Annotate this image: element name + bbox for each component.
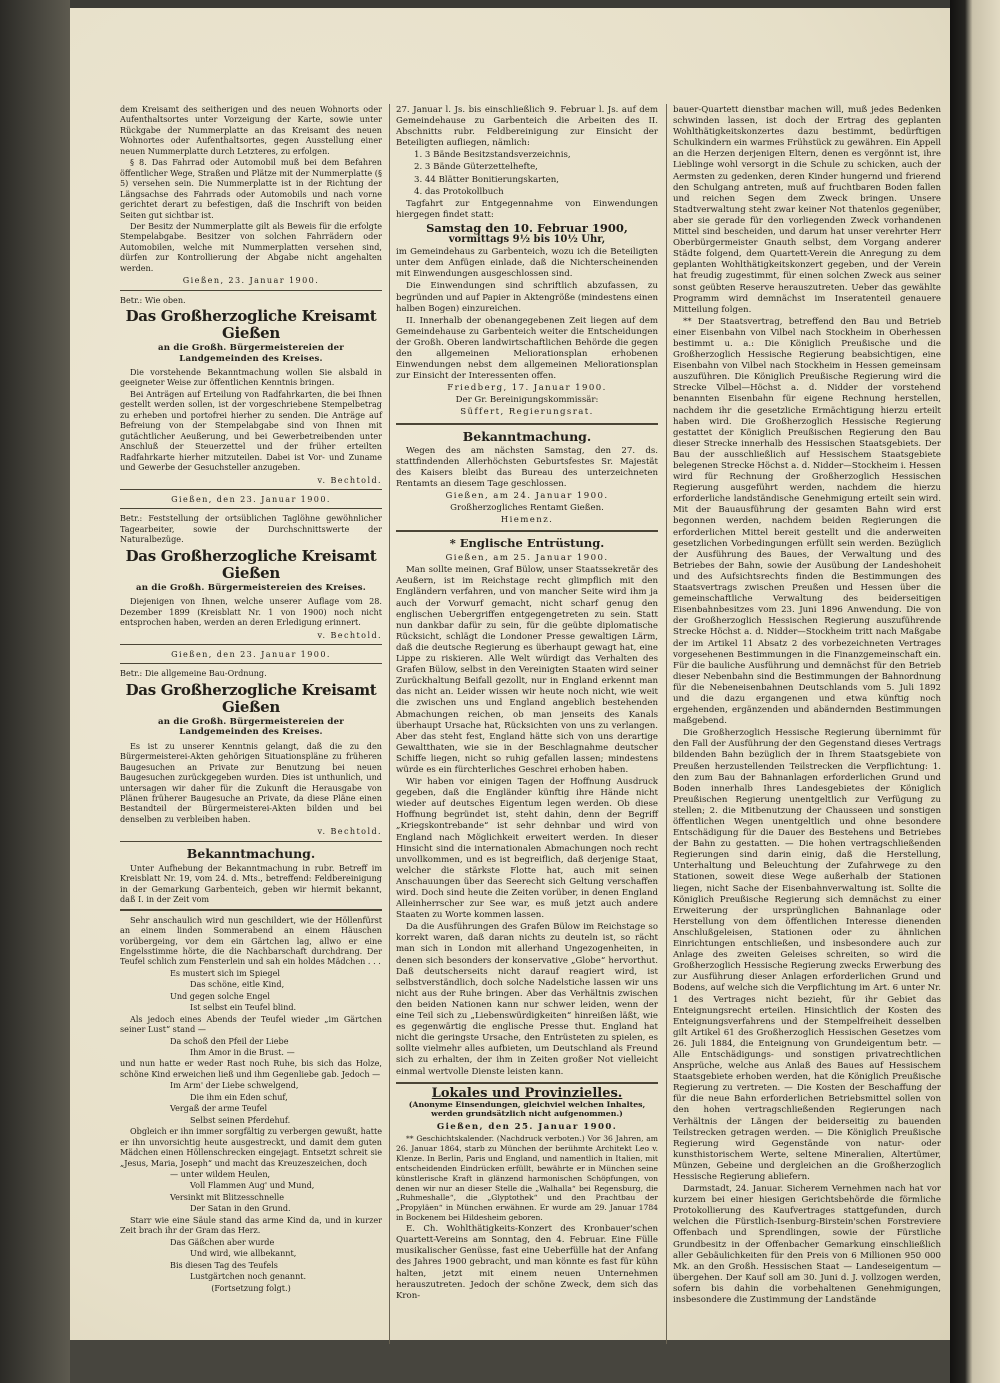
poem-line: Im Arm' der Liebe schwelgend, <box>170 1080 299 1091</box>
poem-line: Lustgärtchen noch genannt. <box>190 1271 307 1282</box>
paragraph: Unter Aufhebung der Bekanntmachung in rubr. Betreff im Kreisblatt Nr. 19, vom 24. d. Mts., betreffend: Feldbereinigung in der Gemarkung Garbenteich, geben wir hiermit bekannt, daß I. in der Zeit vom <box>120 862 382 905</box>
poem-line: Die ihm ein Eden schuf, <box>190 1091 288 1102</box>
poem-line: Das schöne, eitle Kind, <box>190 979 285 990</box>
appointment-time: vormittags 9½ bis 10½ Uhr, <box>448 234 606 246</box>
subject-line: Betr.: Die allgemeine Bau-Ordnung. <box>120 668 267 679</box>
signature: v. Bechtold. <box>317 629 382 640</box>
poem-line: Selbst seinen Pferdehuf. <box>190 1114 291 1125</box>
signature: Süffert, Regierungsrat. <box>460 407 594 418</box>
divider <box>396 423 658 425</box>
paragraph: E. Ch. Wohlthätigkeits-Konzert des Kronbauer'schen Quartett-Vereins am Sonntag, den 4. Februar. Eine Fülle musikalischer Genüsse, fast eine Ueberfülle hat der Anfang des Jahres 1900 gebracht, und man könnte es fast für kühn halten, jetzt mit einem neuen Unternehmen herauszutreten. Jedoch der schöne Zweck, dem sich das Kron- <box>396 1224 658 1301</box>
paragraph: Die Großherzoglich Hessische Regierung übernimmt für den Fall der Ausführung der den Gegenstand dieses Vertrags bildenden Bahn bezüglich der in Ihrem Staatsgebiete von Preußen herzustellenden Teilstrecken die Verpflichtung: 1. den zum Bau der Bahnanlagen erforderlichen Grund und Boden innerhalb Ihres Landesgebietes der Königlich Preußischen Regierung unentgeltlich zur Verfügung zu stellen; 2. die Mitbenutzung der Chausseen und sonstigen öffentlichen Wegen unentgeltlich und ohne besondere Entschädigung für die Dauer des Bestehens und Betriebes der Bahn zu gestatten. — Die hohen vertragschließenden Regierungen sind darin einig, daß die Herstellung, Unterhaltung und Beleuchtung der Zufahrwege zu den Stationen, soweit diese Wege außerhalb der Stationen liegen, nicht Sache der Eisenbahnverwaltung ist. Sollte die Königlich Preußische Regierung sich demnächst zu einer Erweiterung der ursprünglichen Bahnanlage oder Herstellung von dem öffentlichen Interesse dienenden Anschlußgeleisen, Stationen oder zu ähnlichen Einrichtungen entschließen, und insbesondere auch zur Anlage des zweiten Geleises schreiten, so wird die Großherzoglich Hessische Regierung zwecks Erwerbung des zur Ausführung dieser Anlagen erforderlichen Grund und Bodens, auf welche sich die Verpflichtung im Art. 6 unter Nr. 1 des Vertrages nicht bezieht, für ihr Gebiet das Enteignungsrecht erteilen. Hinsichtlich der Kosten des Enteignungsverfahrens und der Stempelfreiheit desselben gilt Artikel 61 des Großherzoglich Hessischen Gesetzes vom 26. Juli 1884, die Enteignung von Grundeigentum betr. — Alle Entschädigungs- und sonstigen privatrechtlichen Ansprüche, welche aus Anlaß des Baues auf Hessischem Staatsgebiete erhoben werden, hat die Königlich Preußische Regierung zu vertreten. — Die Kosten der Beschaffung der für die neue Bahn erforderlichen Betriebsmittel sollen von den hohen vertragschließenden Regierungen nach Verhältnis der Längen der beiderseitig zu bauenden Teilstrecken getragen werden. — Die Königlich Preußische Regierung wird Gegenstände von natur- oder kunsthistorischem Werte, seltene Mineralien, Altertümer, Münzen, Gebeine und dergleichen an die Großherzoglich Hessische Regierung abliefern. <box>673 728 941 1182</box>
story-paragraph: Als jedoch eines Abends der Teufel wieder „im Gärtchen seiner Lust“ stand — <box>120 1013 382 1035</box>
paragraph: Die Einwendungen sind schriftlich abzufassen, zu begründen und auf Papier in Aktengröße (mindestens einen halben Bogen) einzureichen. <box>396 281 658 314</box>
paragraph: 27. Januar l. Js. bis einschließlich 9. Februar l. Js. auf dem Gemeindehause zu Garbenteich die Arbeiten des II. Abschnitts rubr. Feldbereinigung zur Einsicht der Beteiligten aufliegen, nämlich: <box>396 105 658 149</box>
paragraph: Diejenigen von Ihnen, welche unserer Auflage vom 28. Dezember 1899 (Kreisblatt Nr. 1 von 1900) noch nicht entsprochen haben, werden an deren Erledigung erinnert. <box>120 596 382 628</box>
poem-line: Versinkt mit Blitzesschnelle <box>170 1191 284 1202</box>
paragraph: Darmstadt, 24. Januar. Sicherem Vernehmen nach hat vor kurzem bei einer hiesigen Gerichtsbehörde die förmliche Protokollierung des Kaufvertrages stattgefunden, durch welchen die Fürstlich-Isenburg-Birstein'schen Forstreviere Offenbach und Sprendlingen, sowie der Fürstliche Grundbesitz in der Offenbacher Gemarkung einschließlich aller Gebäulichkeiten für den Preis von 6 Millionen 950 000 Mk. an den Großh. Hessischen Staat — Landeseigentum — übergehen. Der Kauf soll am 30. Juni d. J. vollzogen werden, sofern bis dahin die vorbehaltenen Genehmigungen, insbesondere die Zustimmung der Landstände <box>673 1184 941 1306</box>
divider <box>120 489 382 490</box>
story-paragraph: Starr wie eine Säule stand das arme Kind da, und in kurzer Zeit brach ihr der Gram das Herz. <box>120 1214 382 1236</box>
notice-subheading: an die Großh. Bürgermeistereien des Kreises. <box>136 582 366 593</box>
notice-heading: Das Großherzogliche Kreisamt Gießen <box>125 680 377 716</box>
list-item: 1. 3 Bände Besitzstandsverzeichnis, <box>414 150 571 161</box>
paragraph: Wir haben vor einigen Tagen der Hoffnung Ausdruck gegeben, daß die Engländer künftig ihre Hände nicht wieder auf deutsches Eigentum legen werden. Ob diese Hoffnung begründet ist, steht dahin, denn der Begriff „Kriegskontrebande“ ist sehr dehnbar und wird von England nach Möglichkeit erweitert werden. In dieser Hinsicht sind die internationalen Abmachungen noch recht unvollkommen, und es ist begreiflich, daß derjenige Staat, welcher die stärkste Flotte hat, auch mit seinen Anschauungen über das Seerecht sich Geltung verschaffen wird. Doch sind heute die Zeiten vorüber, in denen England Alleinherrscher zur See war, es muß jetzt auch andere Staaten zu Worte kommen lassen. <box>396 777 658 921</box>
paragraph: Der Besitz der Nummerplatte gilt als Beweis für die erfolgte Stempelabgabe. Besitzer von solchen Fahrrädern oder Automobilen, welche mit Nummerplatten versehen sind, dürfen zur Kontrollierung der Abgabe nicht angehalten werden. <box>120 220 382 273</box>
divider <box>120 290 382 291</box>
bottom-book-edge <box>70 1340 950 1383</box>
signature: Hiemenz. <box>500 515 554 526</box>
article-heading: * Englische Entrüstung. <box>449 536 605 551</box>
notice-subheading: an die Großh. Bürgermeistereien der Landgemeinden des Kreises. <box>157 716 345 738</box>
story-paragraph: Obgleich er ihn immer sorgfältig zu verbergen gewußt, hatte er ihn unvorsichtig heute ausgestreckt, und damit dem guten Mädchen einen Höllenschrecken eingejagt. Entsetzt schreit sie „Jesus, Maria, Joseph“ und macht das Kreuzeszeichen, doch <box>120 1126 382 1168</box>
paragraph: bauer-Quartett dienstbar machen will, muß jedes Bedenken schwinden lassen, ist doch der Ertrag des geplanten Wohlthätigkeitskonzertes dazu bestimmt, bedürftigen Schulkindern ein warmes Frühstück zu gewähren. Ein Appell an die Herzen derjenigen Eltern, denen es vergönnt ist, ihre Lieblinge wohl versorgt in die Schule zu schicken, auch der Aermsten zu gedenken, deren Kinder hungernd und frierend den Schulgang antreten, muß auf fruchtbaren Boden fallen und reichen Segen dem Zweck bringen. Unsere Stadtverwaltung steht zwar keiner Not thatenlos gegenüber, aber sie gerade für den vorliegenden Zweck vorhandenen Mittel sind bescheiden, und darum hat unser verehrter Herr Oberbürgermeister Gnauth selbst, dem Vorgang anderer Städte folgend, dem Quartett-Verein die Anregung zu dem geplanten Wohlthätigkeitskonzert gegeben, und der Verein hat freudig zugestimmt, für einen solchen Zweck aus seiner sonst geübten Reserve herauszutreten. Ueber das gewählte Programm wird demnächst im Inseratenteil genauere Mitteilung folgen. <box>673 105 941 315</box>
poem-line: Und wird, wie allbekannt, <box>190 1248 297 1259</box>
paragraph: Man sollte meinen, Graf Bülow, unser Staatssekretär des Aeußern, ist im Reichstage recht glimpflich mit den Engländern verfahren, und von mancher Seite wird ihm ja auch der Vorwurf gemacht, nicht scharf genug den englischen Uebergriffen entgegengetreten zu sein. Statt nun dankbar dafür zu sein, für die geübte diplomatische Rücksicht, schlägt die Londoner Presse gewaltigen Lärm, daß die deutsche Regierung es überhaupt gewagt hat, eine Lippe zu riskieren. Alle Welt würdigt das Verhalten des Grafen Bülow, selbst in den Vereinigten Staaten wird seiner Zurückhaltung Beifall gezollt, nur in England erkennt man das nicht an. Leider wissen wir heute noch nicht, wie weit die zwischen uns und England angeblich bestehenden Abmachungen reichen, ob man jenseits des Kanals überhaupt Ursache hat, Rücksichten von uns zu verlangen. Aber das steht fest, England hätte sich von uns derartige Gewaltthaten, wie sie in der Beschlagnahme deutscher Schiffe liegen, nicht so ruhig gefallen lassen; mindestens würde es ein fürchterliches Geschrei erhoben haben. <box>396 565 658 775</box>
column-middle <box>396 105 658 1303</box>
poem-line: Das Gäßchen aber wurde <box>170 1236 275 1247</box>
document-list <box>396 150 658 197</box>
dateline: Gießen, am 24. Januar 1900. <box>445 490 609 501</box>
signature: v. Bechtold. <box>317 474 382 485</box>
notice-heading: Das Großherzogliche Kreisamt Gießen <box>125 546 377 582</box>
divider <box>396 1082 658 1084</box>
column-rule <box>666 104 667 1344</box>
list-item: 4. das Protokollbuch <box>414 186 504 197</box>
story-paragraph: und nun hatte er weder Rast noch Ruhe, bis sich das Holze, schöne Kind erweichen ließ und ihm Gegenliebe gab. Jedoch — <box>120 1058 382 1079</box>
poem-line: Voll Flammen Aug' und Mund, <box>190 1180 315 1191</box>
paragraph: ** Der Staatsvertrag, betreffend den Bau und Betrieb einer Eisenbahn von Vilbel nach Stockheim in Oberhessen bestimmt u. a.: Die Königlich Preußische und die Großherzoglich Hessische Regierung beabsichtigen, eine Eisenbahn von Vilbel nach Stockheim in Hessen gemeinsam auszuführen. Die Königlich Preußische Regierung wird die Strecke Vilbel—Höchst a. d. Nidder der vorstehend benannten Eisenbahn für eigene Rechnung herstellen, nachdem ihr die gesetzliche Ermächtigung hierzu erteilt haben wird. Die Großherzoglich Hessische Regierung gestattet der Königlich Preußischen Regierung den Bau dieser Strecke innerhalb des Hessischen Staatsgebiets. Der Bau der ausschließlich auf Hessischem Staatsgebiete belegenen Strecke Höchst a. d. Nidder—Stockheim i. Hessen wird für Rechnung der Großherzoglich Hessischen Regierung ausgeführt werden, nachdem die hierzu erforderliche landständische Genehmigung erteilt sein wird. Mit der Bauausführung der gesamten Bahn wird erst begonnen werden, nachdem beiden Regierungen die erforderlichen Mittel bereit gestellt und die anderweiten gesetzlichen Vorbedingungen erfüllt sein werden. Bezüglich der Ausführung des Baues, der Verwaltung und des Betriebes der Bahn, sowie der Ausübung der Landeshoheit und des Aufsichtsrechts finden die Bestimmungen des Staatsvertrags zwischen Preußen und Hessen über die gemeinschaftliche Verwaltung des beiderseitigen Eisenbahnbesitzes vom 23. Juni 1896 Anwendung. Die von der Großherzoglich Hessischen Regierung auszuführende Strecke Höchst a. d. Nidder—Stockheim tritt nach Maßgabe der im Artikel 11 Absatz 2 des vorbezeichneten Vertrages vorgesehenen Bestimmungen in die Finanzgemeinschaft ein. Für die bauliche Ausführung und demnächst für den Betrieb dieser Nebenbahn sind die Bestimmungen der Bahnordnung für die Nebeneisenbahnen Deutschlands vom 5. Juli 1892 und die dazu ergangenen und etwa künftig noch ergehenden, ergänzenden und abändernden Bestimmungen maßgebend. <box>673 316 941 727</box>
column-right <box>673 105 941 1307</box>
right-adjacent-page <box>950 0 1000 1383</box>
paragraph: Die vorstehende Bekanntmachung wollen Sie alsbald in geeigneter Weise zur öffentlichen Kenntnis bringen. <box>120 366 382 388</box>
dateline: Gießen, am 25. Januar 1900. <box>445 553 609 564</box>
paragraph: im Gemeindehaus zu Garbenteich, wozu ich die Beteiligten unter dem Anfügen einlade, daß die Nichterscheinenden mit Einwendungen ausgeschlossen sind. <box>396 247 658 280</box>
newspaper-page <box>70 8 950 1340</box>
column-left <box>120 104 382 1294</box>
notice-heading: Das Großherzogliche Kreisamt Gießen <box>125 307 377 343</box>
subject-line: Betr.: Feststellung der ortsüblichen Taglöhne gewöhnlicher Tagearbeiter, sowie der Durchschnittswerte der Naturalbezüge. <box>120 513 382 545</box>
paragraph: Es ist zu unserer Kenntnis gelangt, daß die zu den Bürgermeisterei-Akten gehörigen Situationspläne zu früheren Baugesuchen an Private zur Benutzung bei neuen Baugesuchen zurückgegeben wurden. Dies ist unthunlich, und untersagen wir daher für die Zukunft die Herausgabe von Plänen früherer Baugesuche an Private, da diese Pläne einen Bestandteil der Bürgermeisterei-Akten bilden und bei denselben zu verbleiben haben. <box>120 740 382 824</box>
paragraph: Da die Ausführungen des Grafen Bülow im Reichstage so korrekt waren, daß daran nichts zu deuteln ist, so rächt man sich in London mit allerhand Ungezogenheiten, in denen sich besonders der konservative „Globe“ hervorthut. Daß deutscherseits nicht darauf reagiert wird, ist selbstverständlich, doch solche Nadelstiche lassen wir uns nicht aus der Ruhe bringen. Aber das Verhältnis zwischen den beiden Nationen kann nur schwer leiden, wenn der eine Teil sich zu „Liebenswürdigkeiten“ hinreißen läßt, wie es gegenwärtig die englische Presse thut. England hat nicht die geringste Ursache, den Entrüsteten zu spielen, es sollte vielmehr alles aufbieten, um Deutschland als Freund sich zu erhalten, der ihm in Zeiten großer Not vielleicht einmal wertvolle Dienste leisten kann. <box>396 922 658 1077</box>
divider <box>120 644 382 645</box>
signature: v. Bechtold. <box>317 826 382 837</box>
paragraph: Bei Anträgen auf Erteilung von Radfahrkarten, die bei Ihnen gestellt werden sollen, ist der vorgeschriebene Stempelbetrag zu erheben und portofrei hierher zu senden. Die Anträge auf Befreiung von der Stempelabgabe sind von Ihnen mit gutächtlicher Aeußerung, und bei Gewerbetreibenden unter Anschluß der Steuerzettel und der früher erteilten Radfahrkarte hierher mitzuteilen. Dabei ist Vor- und Zuname und Gewerbe der Gesuchsteller anzugeben. <box>120 388 382 473</box>
divider <box>120 909 382 911</box>
paragraph: ** Geschichtskalender. (Nachdruck verboten.) Vor 36 Jahren, am 26. Januar 1864, starb zu München der berühmte Architekt Leo v. Klenze. In Berlin, Paris und England, und namentlich in Italien, mit entscheidenden Eindrücken erfüllt, bewährte er in München seine künstlerische Kraft in glänzend harmonischen Schöpfungen, von denen wir nur an dieser Stelle die „Walhalla“ bei Regensburg, die „Ruhmeshalle“, die „Glyptothek“ und den Prachtbau der „Propyläen“ in München erwähnen. Er wurde am 29. Januar 1784 in Bockenem bei Hildesheim geboren. <box>396 1133 658 1223</box>
paragraph: II. Innerhalb der obenangegebenen Zeit liegen auf dem Gemeindehause zu Garbenteich weiter die Entscheidungen der Großh. Oberen landwirtschaftlichen Behörde die gegen den allgemeinen Meliorationsplan erhobenen Einwendungen nebst dem allgemeinen Meliorationsplan zur Einsicht der Interessenten offen. <box>396 315 658 382</box>
section-subheading: (Anonyme Einsendungen, gleichviel welchen Inhaltes, werden grundsätzlich nicht aufgenommen.) <box>408 1099 646 1119</box>
paragraph: dem Kreisamt des seitherigen und des neuen Wohnorts oder Aufenthaltsortes unter Vorzeigung der Karte, sowie unter Rückgabe der Nummerplatte an das Kreisamt des neuen Wohnortes oder Aufenthaltsortes, gegen Ausstellung einer neuen Nummerplatte durch Letzteres, zu erfolgen. <box>120 104 382 156</box>
paragraph: Wegen des am nächsten Samstag, den 27. ds. stattfindenden Allerhöchsten Geburtsfestes Sr. Majestät des Kaisers bleibt das Bureau des unterzeichneten Rentamts an diesem Tage geschlossen. <box>396 445 658 489</box>
dateline: Friedberg, 17. Januar 1900. <box>447 383 607 394</box>
poem-line: Ist selbst ein Teufel blind. <box>190 1002 297 1013</box>
appointment-date: Samstag den 10. Februar 1900, <box>426 220 628 235</box>
poem-line: Bis diesen Tag des Teufels <box>170 1259 278 1270</box>
poem-line: Ihm Amor in die Brust. — <box>190 1047 295 1058</box>
signature: Der Gr. Bereinigungskommissär: <box>455 395 599 406</box>
notice-heading: Bekanntmachung. <box>186 845 316 861</box>
poem-line: Es mustert sich im Spiegel <box>170 967 280 978</box>
poem-line: Vergaß der arme Teufel <box>170 1103 268 1114</box>
section-heading: Lokales und Provinzielles. <box>431 1085 623 1101</box>
signature: Großherzogliches Rentamt Gießen. <box>450 503 604 513</box>
paragraph: Tagfahrt zur Entgegennahme von Einwendungen hiergegen findet statt: <box>396 198 658 220</box>
notice-heading: Bekanntmachung. <box>462 428 592 444</box>
poem-line: Der Satan in den Grund. <box>190 1203 291 1214</box>
left-book-edge <box>0 0 70 1383</box>
poem-line: Und gegen solche Engel <box>170 990 270 1001</box>
divider <box>120 508 382 509</box>
story-paragraph: Sehr anschaulich wird nun geschildert, wie der Höllenfürst an einem linden Sommerabend an einem Häuschen vorübergeing, vor dem ein Gärtchen lag, allwo er eine Engelsstimme hörte, die die Nachbarschaft durchdrang. Der Teufel schlich zum Fensterlein und sah ein holdes Mädchen . . . <box>120 914 382 967</box>
divider <box>396 530 658 532</box>
subject-line: Betr.: Wie oben. <box>120 294 186 305</box>
continuation-note: (Fortsetzung folgt.) <box>211 1282 291 1293</box>
list-item: 3. 44 Blätter Bonitierungskarten, <box>414 174 560 185</box>
poem-line: Da schoß den Pfeil der Liebe <box>170 1035 289 1046</box>
divider <box>120 841 382 842</box>
poem-line: — unter wildem Heulen, <box>170 1169 271 1180</box>
dateline: Gießen, den 23. Januar 1900. <box>171 493 331 504</box>
dateline: Gießen, den 25. Januar 1900. <box>436 1121 618 1132</box>
column-rule <box>389 104 390 1344</box>
paragraph: § 8. Das Fahrrad oder Automobil muß bei dem Befahren öffentlicher Wege, Straßen und Plätze mit der Nummerplatte (§ 5) versehen sein. Die Nummerplatte ist in der Richtung der Längsachse des Fahrrads oder Automobils und nach vorne gerichtet derart zu befestigen, daß die Inschrift von beiden Seiten gut sichtbar ist. <box>120 157 382 220</box>
notice-subheading: an die Großh. Bürgermeistereien der Landgemeinden des Kreises. <box>157 343 345 364</box>
dateline: Gießen, 23. Januar 1900. <box>182 275 320 286</box>
divider <box>120 663 382 664</box>
list-item: 2. 3 Bände Güterzettelhefte, <box>414 162 538 173</box>
dateline: Gießen, den 23. Januar 1900. <box>171 648 331 659</box>
